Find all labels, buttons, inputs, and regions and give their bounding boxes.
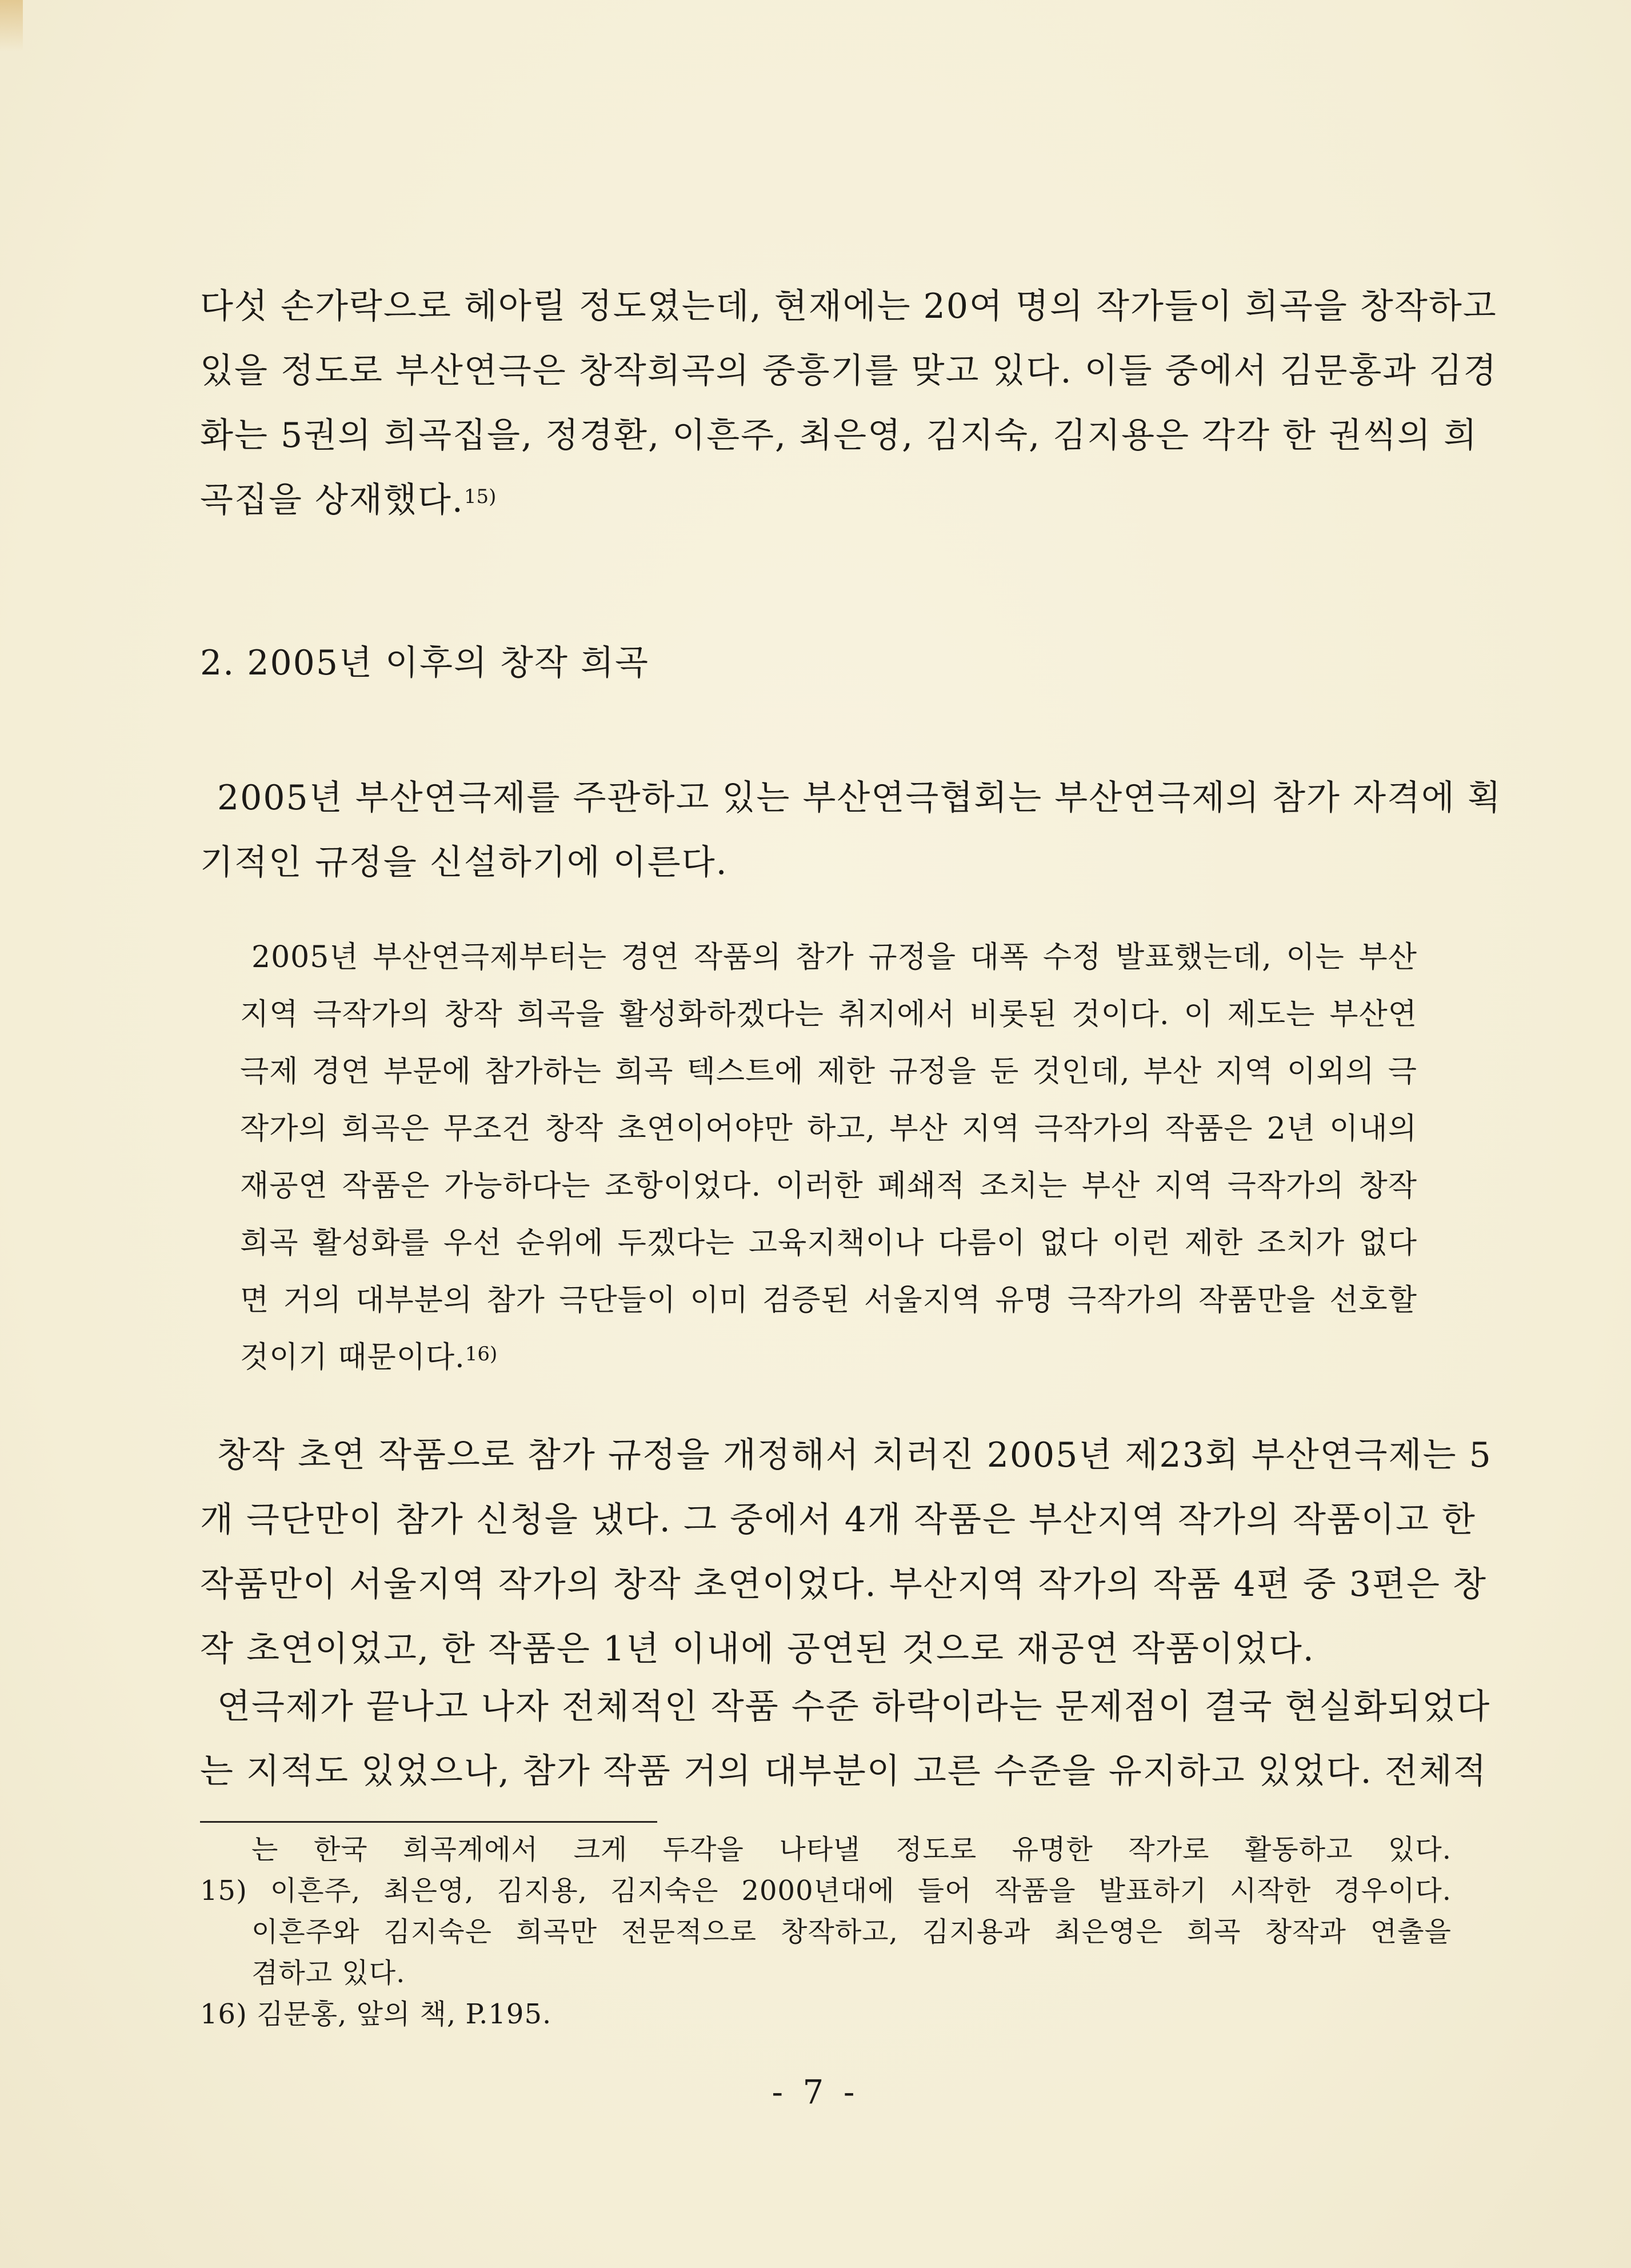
paragraph-4: [200, 1675, 1491, 1804]
paragraph-line: 창작 초연 작품으로 참가 규정을 개정해서 치러진 2005년 제23회 부산연극제는 5: [217, 1435, 1492, 1475]
quote-line: 극제 경연 부문에 참가하는 희곡 텍스트에 제한 규정을 둔 것인데, 부산 지역 이외의 극: [240, 1055, 1417, 1089]
section-heading: 2. 2005년 이후의 창작 희곡: [200, 643, 649, 683]
paragraph-line: 작 초연이었고, 한 작품은 1년 이내에 공연된 것으로 재공연 작품이었다.: [200, 1629, 1315, 1669]
paragraph-line: 개 극단만이 참가 신청을 냈다. 그 중에서 4개 작품은 부산지역 작가의 작품이고 한: [200, 1500, 1476, 1540]
paragraph-1: [200, 274, 1498, 533]
paragraph-line: 작품만이 서울지역 작가의 창작 초연이었다. 부산지역 작가의 작품 4편 중 3편은 창: [200, 1564, 1487, 1604]
quote-line: 2005년 부산연극제부터는 경연 작품의 참가 규정을 대폭 수정 발표했는데, 이는 부산: [251, 940, 1417, 975]
footnote-16: 16) 김문홍, 앞의 책, P.195.: [200, 1998, 552, 2030]
paragraph-line: 2005년 부산연극제를 주관하고 있는 부산연극협회는 부산연극제의 참가 자격에 획: [217, 778, 1502, 818]
footnote-15: 15) 이흔주, 최은영, 김지용, 김지숙은 2000년대에 들어 작품을 발표하기 시작한 경우이다.: [200, 1875, 1452, 1907]
footnote-15-line: 이흔주와 김지숙은 희곡만 전문적으로 창작하고, 김지용과 최은영은 희곡 창작과 연출을: [251, 1916, 1452, 1948]
paragraph-3: [200, 1423, 1492, 1682]
quote-line-last: [240, 1329, 1417, 1386]
page-number: - 7 -: [771, 2073, 860, 2111]
quote-line: 희곡 활성화를 우선 순위에 두겠다는 고육지책이나 다름이 없다 이런 제한 조치가 없다: [240, 1226, 1417, 1260]
footnote-carryover: 는 한국 희곡계에서 크게 두각을 나타낼 정도로 유명한 작가로 활동하고 있다.: [251, 1834, 1452, 1866]
paragraph-line: 있을 정도로 부산연극은 창작희곡의 중흥기를 맞고 있다. 이들 중에서 김문홍과 김경: [200, 351, 1498, 391]
paragraph-line: 화는 5권의 희곡집을, 정경환, 이흔주, 최은영, 김지숙, 김지용은 각각 한 권씩의 희: [200, 416, 1478, 456]
paragraph-line: 기적인 규정을 신설하기에 이른다.: [200, 842, 728, 883]
quote-line: 면 거의 대부분의 참가 극단들이 이미 검증된 서울지역 유명 극작가의 작품만을 선호할: [240, 1283, 1417, 1317]
paragraph-2: [200, 766, 1502, 895]
quote-line: 작가의 희곡은 무조건 창작 초연이어야만 하고, 부산 지역 극작가의 작품은 2년 이내의: [240, 1112, 1417, 1146]
quote-text: 것이기 때문이다.: [240, 1340, 465, 1375]
paragraph-line: 는 지적도 있었으나, 참가 작품 거의 대부분이 고른 수준을 유지하고 있었다. 전체적: [200, 1751, 1488, 1791]
quote-line: 지역 극작가의 창작 희곡을 활성화하겠다는 취지에서 비롯된 것이다. 이 제도는 부산연: [240, 997, 1417, 1032]
footnote-ref-16: 16): [465, 1343, 498, 1365]
paragraph-line: 다섯 손가락으로 헤아릴 정도였는데, 현재에는 20여 명의 작가들이 희곡을 창작하고: [200, 286, 1497, 326]
footnote-15-line: 겸하고 있다.: [251, 1957, 406, 1989]
paper-stain: [0, 0, 23, 51]
footnote-ref-15: 15): [463, 485, 497, 508]
paragraph-line: 연극제가 끝나고 나자 전체적인 작품 수준 하락이라는 문제점이 결국 현실화되었다: [217, 1687, 1491, 1727]
footnotes: [200, 1829, 1452, 2035]
block-quote: [240, 929, 1417, 1386]
quote-line: 재공연 작품은 가능하다는 조항이었다. 이러한 폐쇄적 조치는 부산 지역 극작가의 창작: [240, 1169, 1417, 1203]
footnote-divider: [200, 1821, 657, 1823]
paragraph-line-last: [200, 468, 1452, 533]
paragraph-text: 곡집을 상재했다.: [200, 480, 464, 520]
